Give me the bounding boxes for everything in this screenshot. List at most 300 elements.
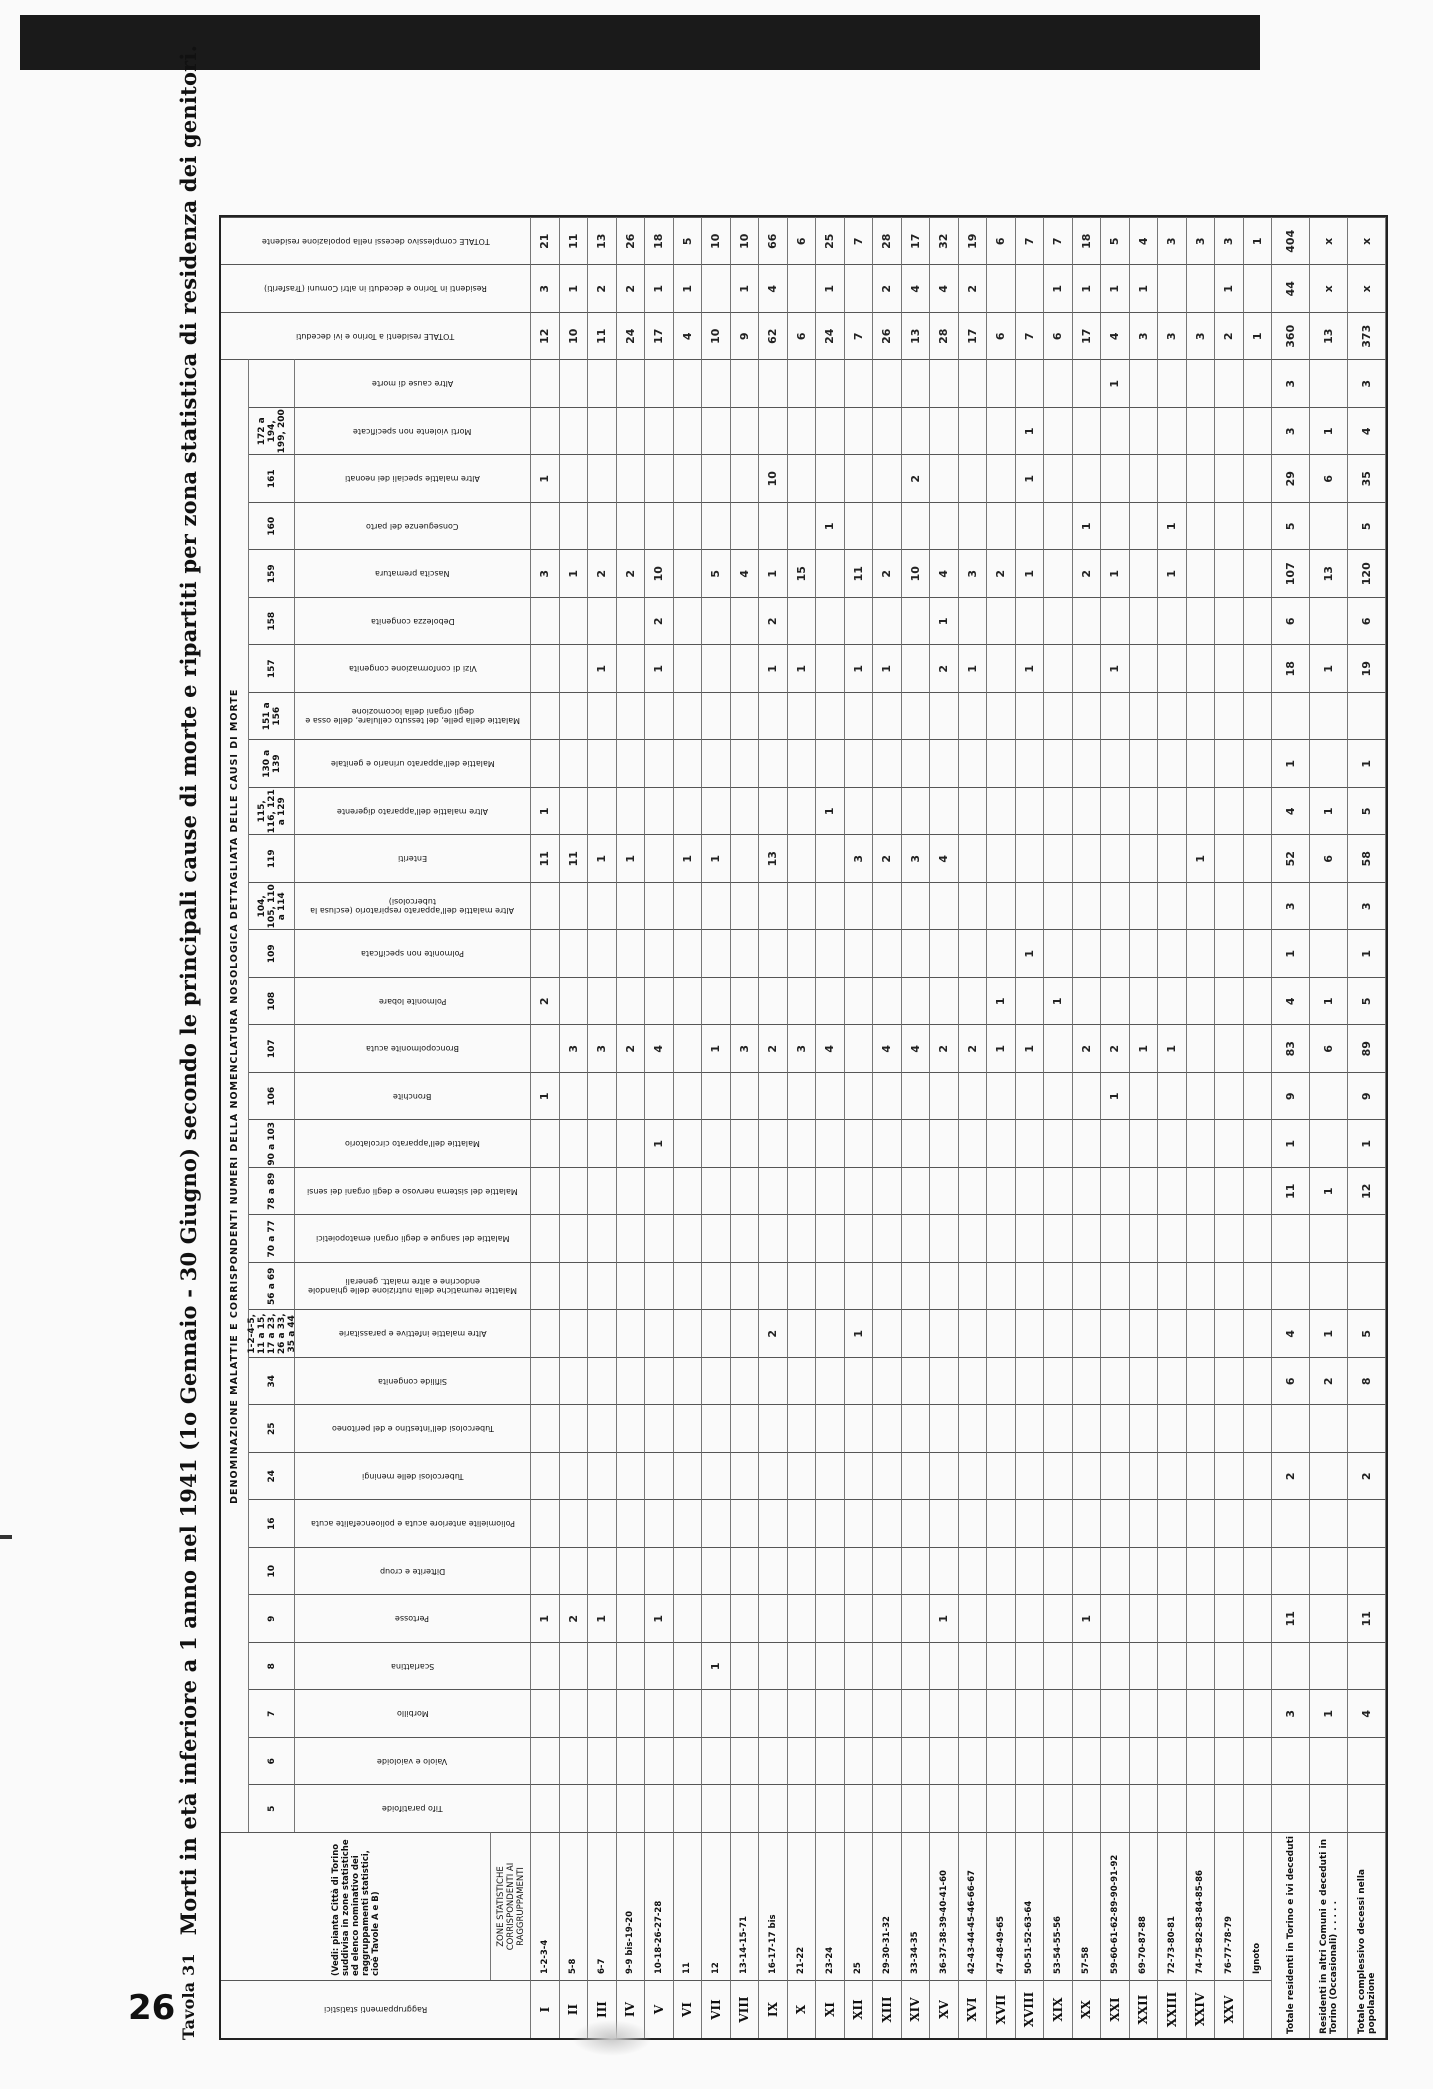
table-cell: [873, 1310, 902, 1358]
table-cell: [873, 1167, 902, 1215]
table-cell: [674, 787, 703, 835]
row-zones-label: 33-34-35: [902, 1832, 931, 1980]
table-cell: [560, 787, 589, 835]
table-cell: [645, 360, 674, 408]
table-cell: [1101, 787, 1130, 835]
table-cell: 21: [531, 217, 560, 265]
table-cell: 1: [759, 645, 788, 693]
table-cell: [1130, 740, 1159, 788]
table-cell: [588, 692, 617, 740]
table-cell: [1130, 930, 1159, 978]
table-cell: [1016, 1072, 1045, 1120]
table-cell: [1244, 1025, 1273, 1073]
table-cell: [788, 1642, 817, 1690]
table-cell: [674, 597, 703, 645]
summary-cell: 35: [1348, 455, 1386, 503]
table-cell: [902, 1167, 931, 1215]
table-cell: [930, 1215, 959, 1263]
cause-number: 70 a 77: [249, 1215, 295, 1263]
table-cell: [645, 1452, 674, 1500]
table-cell: 3: [531, 265, 560, 313]
cause-name: [295, 1025, 531, 1073]
table-cell: [902, 1595, 931, 1643]
table-cell: [1101, 455, 1130, 503]
table-cell: [531, 597, 560, 645]
table-cell: [1016, 1452, 1045, 1500]
row-roman-label: XXIV: [1187, 1980, 1216, 2038]
table-cell: [845, 882, 874, 930]
table-cell: [674, 455, 703, 503]
table-cell: [560, 1405, 589, 1453]
table-cell: 1: [702, 835, 731, 883]
summary-cell: [1348, 1215, 1386, 1263]
table-cell: [645, 1642, 674, 1690]
table-cell: [1215, 1690, 1244, 1738]
table-cell: [816, 1690, 845, 1738]
summary-cell: 373: [1348, 312, 1386, 360]
row-roman-label: IV: [617, 1980, 646, 2038]
table-cell: 10: [560, 312, 589, 360]
table-cell: 1: [1073, 1595, 1102, 1643]
cause-name-text: Nascita prematura: [375, 569, 450, 579]
table-cell: [1044, 407, 1073, 455]
row-roman-label: XX: [1073, 1980, 1102, 2038]
summary-cell: [1272, 1405, 1310, 1453]
table-cell: [845, 265, 874, 313]
table-cell: [1044, 1357, 1073, 1405]
table-cell: [702, 597, 731, 645]
table-cell: [560, 740, 589, 788]
table-cell: [702, 882, 731, 930]
cause-name: [295, 1405, 531, 1453]
table-cell: 2: [645, 597, 674, 645]
cause-number: 119: [249, 835, 295, 883]
row-roman-label: [1244, 1980, 1273, 2038]
summary-cell: [1310, 502, 1348, 550]
summary-cell: [1348, 1405, 1386, 1453]
table-cell: [987, 835, 1016, 883]
table-cell: [702, 1357, 731, 1405]
table-cell: [1073, 360, 1102, 408]
table-cell: [930, 1120, 959, 1168]
table-cell: 1: [588, 835, 617, 883]
table-cell: [1130, 835, 1159, 883]
cause-name-text: Malattie dell'apparato circolatorio: [345, 1139, 480, 1149]
summary-cell: 4: [1348, 407, 1386, 455]
table-cell: [1130, 1452, 1159, 1500]
table-cell: [617, 502, 646, 550]
summary-cell: 6: [1272, 597, 1310, 645]
table-cell: 2: [873, 835, 902, 883]
table-cell: [1187, 1405, 1216, 1453]
cause-name-text: Poliomielite anteriore acuta e polioencefalite acuta: [310, 1519, 515, 1529]
table-cell: [1044, 455, 1073, 503]
table-cell: [1073, 1785, 1102, 1833]
table-cell: [987, 1452, 1016, 1500]
table-cell: [959, 1737, 988, 1785]
summary-cell: 3: [1272, 1690, 1310, 1738]
summary-cell: 89: [1348, 1025, 1386, 1073]
table-cell: [1016, 1310, 1045, 1358]
cause-number: 16: [249, 1500, 295, 1548]
raggruppamenti-header: [221, 1980, 531, 2038]
table-cell: [531, 1642, 560, 1690]
table-cell: [1101, 977, 1130, 1025]
summary-cell: 1: [1310, 407, 1348, 455]
summary-cell: 3: [1272, 407, 1310, 455]
table-cell: [1187, 265, 1216, 313]
table-cell: [617, 882, 646, 930]
table-cell: [788, 1690, 817, 1738]
table-cell: 3: [1130, 312, 1159, 360]
table-cell: [1101, 407, 1130, 455]
causes-group-header: DENOMINAZIONE MALATTIE E CORRISPONDENTI NUMERI DELLA NOMENCLATURA NOSOLOGICA DETTAGLIATA DELLE CAUSI DI MORTE: [221, 360, 249, 1833]
cause-number: 56 a 69: [249, 1262, 295, 1310]
table-cell: [1244, 455, 1273, 503]
table-cell: 1: [1244, 217, 1273, 265]
table-cell: [645, 740, 674, 788]
table-cell: [902, 1310, 931, 1358]
table-cell: [873, 1642, 902, 1690]
table-cell: [759, 1357, 788, 1405]
table-cell: [645, 977, 674, 1025]
table-cell: 4: [930, 835, 959, 883]
table-cell: [588, 1452, 617, 1500]
summary-cell: 3: [1272, 360, 1310, 408]
cause-name: [295, 882, 531, 930]
table-cell: [702, 787, 731, 835]
cause-number: 10: [249, 1547, 295, 1595]
table-cell: 2: [1073, 550, 1102, 598]
table-cell: [560, 1215, 589, 1263]
table-cell: [674, 740, 703, 788]
summary-cell: 3: [1348, 882, 1386, 930]
table-cell: [1187, 787, 1216, 835]
table-cell: [987, 740, 1016, 788]
table-cell: [1187, 1072, 1216, 1120]
table-cell: 66: [759, 217, 788, 265]
table-cell: [959, 787, 988, 835]
cause-name-text: Malattie della pelle, del tessuto cellulare, delle ossa e degli organi della locomozione: [305, 707, 520, 726]
table-cell: [1244, 787, 1273, 835]
table-cell: [1215, 1025, 1244, 1073]
cause-name-text: Tubercolosi dell'intestino e del peritoneo: [331, 1424, 494, 1434]
cause-name-text: Tifo paratifoide: [382, 1804, 443, 1814]
table-cell: [1016, 1595, 1045, 1643]
table-cell: 1: [1101, 265, 1130, 313]
cause-name: [295, 1595, 531, 1643]
table-cell: [731, 1785, 760, 1833]
table-cell: 18: [645, 217, 674, 265]
table-cell: [1044, 882, 1073, 930]
table-cell: [1016, 1737, 1045, 1785]
table-cell: [759, 1262, 788, 1310]
cause-name: [295, 645, 531, 693]
table-cell: [1016, 1500, 1045, 1548]
table-number: Tavola 31: [178, 1953, 198, 2040]
summary-cell: [1310, 930, 1348, 978]
table-cell: [1016, 977, 1045, 1025]
table-cell: [1244, 1405, 1273, 1453]
table-cell: [788, 1357, 817, 1405]
table-cell: [1244, 1357, 1273, 1405]
table-cell: [1101, 1500, 1130, 1548]
table-cell: [674, 1072, 703, 1120]
table-cell: [1244, 407, 1273, 455]
cause-name-text: Malattie del sangue e degli organi ematopoietici: [315, 1234, 510, 1244]
table-cell: [1016, 882, 1045, 930]
table-cell: 6: [788, 312, 817, 360]
table-cell: 1: [588, 645, 617, 693]
table-cell: [959, 1595, 988, 1643]
table-cell: [930, 502, 959, 550]
table-cell: [788, 930, 817, 978]
table-cell: [759, 1072, 788, 1120]
total-column-header-text: TOTALE complessivo decessi nella popolazione residente: [261, 236, 490, 246]
cause-number: 7: [249, 1690, 295, 1738]
statistics-table: [219, 215, 1388, 2040]
table-cell: 3: [845, 835, 874, 883]
row-roman-label: XVI: [959, 1980, 988, 2038]
table-cell: [873, 692, 902, 740]
table-cell: 3: [588, 1025, 617, 1073]
table-cell: [674, 1262, 703, 1310]
table-cell: [1244, 1737, 1273, 1785]
table-cell: [1187, 1120, 1216, 1168]
table-cell: [1244, 930, 1273, 978]
table-cell: 12: [531, 312, 560, 360]
table-cell: 1: [816, 502, 845, 550]
table-cell: [1073, 1642, 1102, 1690]
table-cell: [902, 1690, 931, 1738]
cause-name-text: Difterite e croup: [379, 1566, 446, 1576]
table-cell: [645, 1690, 674, 1738]
table-cell: 11: [560, 217, 589, 265]
table-cell: [930, 930, 959, 978]
table-cell: [987, 455, 1016, 503]
table-cell: [930, 977, 959, 1025]
table-cell: 2: [930, 1025, 959, 1073]
table-cell: [759, 1737, 788, 1785]
table-cell: 1: [1016, 1025, 1045, 1073]
cause-number: 5: [249, 1785, 295, 1833]
table-cell: [1187, 1167, 1216, 1215]
row-zones-label: 10-18-26-27-28: [645, 1832, 674, 1980]
table-cell: 1: [1016, 550, 1045, 598]
total-column-header: [221, 217, 531, 265]
table-cell: [759, 1452, 788, 1500]
cause-number: 25: [249, 1405, 295, 1453]
summary-cell: 58: [1348, 835, 1386, 883]
table-cell: [1073, 1500, 1102, 1548]
summary-cell: [1272, 1642, 1310, 1690]
table-cell: 1: [560, 550, 589, 598]
cause-number: 1-2-4-5, 11 a 15, 17 a 23, 26 a 33, 35 a 44: [249, 1310, 295, 1358]
table-cell: [816, 455, 845, 503]
table-cell: [702, 1737, 731, 1785]
table-cell: 28: [930, 312, 959, 360]
table-cell: [1158, 692, 1187, 740]
table-cell: [617, 930, 646, 978]
table-cell: [1215, 1642, 1244, 1690]
table-cell: [645, 1500, 674, 1548]
table-cell: [560, 1547, 589, 1595]
row-roman-label: XVII: [987, 1980, 1016, 2038]
table-cell: 1: [702, 1642, 731, 1690]
summary-cell: [1272, 1737, 1310, 1785]
table-cell: [1044, 835, 1073, 883]
table-cell: 1: [1130, 1025, 1159, 1073]
table-cell: [816, 692, 845, 740]
table-cell: 6: [1044, 312, 1073, 360]
table-cell: [873, 455, 902, 503]
table-cell: [759, 1120, 788, 1168]
table-cell: [845, 1120, 874, 1168]
row-zones-label: 21-22: [788, 1832, 817, 1980]
table-cell: [1101, 1737, 1130, 1785]
cause-name: [295, 597, 531, 645]
cause-name: [295, 1167, 531, 1215]
table-cell: [1130, 407, 1159, 455]
table-cell: [1130, 1167, 1159, 1215]
table-cell: [987, 692, 1016, 740]
table-cell: [588, 1737, 617, 1785]
summary-cell: 9: [1272, 1072, 1310, 1120]
table-cell: [1244, 597, 1273, 645]
table-cell: [588, 597, 617, 645]
table-cell: [560, 1452, 589, 1500]
summary-cell: 120: [1348, 550, 1386, 598]
cause-number: 78 a 89: [249, 1167, 295, 1215]
table-cell: [617, 1547, 646, 1595]
table-cell: [788, 1785, 817, 1833]
table-cell: 2: [531, 977, 560, 1025]
table-cell: [531, 692, 560, 740]
summary-cell: 8: [1348, 1357, 1386, 1405]
cause-name-text: Enteriti: [397, 854, 428, 864]
table-cell: [1073, 1547, 1102, 1595]
summary-cell: [1310, 1072, 1348, 1120]
table-cell: [959, 835, 988, 883]
table-cell: [1158, 1120, 1187, 1168]
table-cell: [788, 835, 817, 883]
table-cell: [674, 1167, 703, 1215]
cause-name: [295, 1642, 531, 1690]
table-cell: [531, 1357, 560, 1405]
table-cell: [1101, 740, 1130, 788]
table-cell: [1187, 930, 1216, 978]
cause-number: 109: [249, 930, 295, 978]
table-cell: [702, 1547, 731, 1595]
table-cell: [902, 1405, 931, 1453]
table-cell: [930, 787, 959, 835]
table-cell: [560, 1642, 589, 1690]
cause-name: [295, 1690, 531, 1738]
table-cell: [902, 1452, 931, 1500]
table-cell: [531, 1025, 560, 1073]
summary-row-label: Totale residenti in Torino e ivi deceduti: [1272, 1832, 1310, 2038]
table-cell: [1215, 1547, 1244, 1595]
table-cell: 4: [930, 265, 959, 313]
table-cell: [959, 1452, 988, 1500]
table-cell: [1187, 882, 1216, 930]
cause-number: 130 a 139: [249, 740, 295, 788]
table-cell: [1158, 787, 1187, 835]
table-cell: [1073, 787, 1102, 835]
table-cell: 13: [902, 312, 931, 360]
table-cell: [1044, 1595, 1073, 1643]
table-cell: [902, 1737, 931, 1785]
table-cell: [588, 1500, 617, 1548]
table-cell: [645, 787, 674, 835]
table-cell: [987, 645, 1016, 693]
summary-cell: [1348, 692, 1386, 740]
table-cell: [959, 1215, 988, 1263]
table-cell: [1130, 977, 1159, 1025]
cause-name-text: Malattie del sistema nervoso e degli organi dei sensi: [307, 1186, 518, 1196]
table-cell: [845, 1215, 874, 1263]
table-cell: [1101, 1595, 1130, 1643]
table-cell: [788, 1310, 817, 1358]
cause-name-text: Pertosse: [395, 1614, 430, 1624]
summary-cell: [1310, 360, 1348, 408]
table-cell: [1158, 1500, 1187, 1548]
table-cell: [930, 1737, 959, 1785]
table-cell: [1215, 1167, 1244, 1215]
table-cell: [1187, 1357, 1216, 1405]
row-zones-label: 53-54-55-56: [1044, 1832, 1073, 1980]
table-cell: [702, 1120, 731, 1168]
table-cell: [674, 1120, 703, 1168]
table-cell: [845, 455, 874, 503]
table-cell: [1101, 502, 1130, 550]
table-cell: [531, 645, 560, 693]
table-cell: [1101, 692, 1130, 740]
table-cell: [959, 1405, 988, 1453]
table-cell: [645, 407, 674, 455]
table-cell: 26: [617, 217, 646, 265]
table-cell: [645, 1737, 674, 1785]
table-cell: [902, 1500, 931, 1548]
table-cell: 1: [1187, 835, 1216, 883]
cause-name: [295, 360, 531, 408]
table-cell: [873, 1595, 902, 1643]
cause-name-text: Altre malattie infettive e parassitarie: [338, 1329, 487, 1339]
table-cell: [645, 1547, 674, 1595]
table-cell: [1215, 1595, 1244, 1643]
cause-number: 107: [249, 1025, 295, 1073]
table-cell: 1: [588, 1595, 617, 1643]
table-cell: [1130, 1785, 1159, 1833]
total-column-header-text: Residenti in Torino e deceduti in altri Comuni (Trasferiti): [264, 284, 487, 294]
table-cell: 3: [1187, 217, 1216, 265]
table-cell: [873, 1120, 902, 1168]
table-cell: 1: [1158, 1025, 1187, 1073]
table-cell: [674, 1595, 703, 1643]
table-cell: [645, 502, 674, 550]
summary-cell: [1272, 1215, 1310, 1263]
table-cell: [531, 882, 560, 930]
table-cell: [788, 502, 817, 550]
row-roman-label: XIX: [1044, 1980, 1073, 2038]
table-cell: [1130, 1262, 1159, 1310]
table-cell: [816, 1167, 845, 1215]
table-cell: [959, 977, 988, 1025]
row-zones-label: 57-58: [1073, 1832, 1102, 1980]
table-cell: [902, 502, 931, 550]
table-cell: [788, 1452, 817, 1500]
row-roman-label: XXI: [1101, 1980, 1130, 2038]
